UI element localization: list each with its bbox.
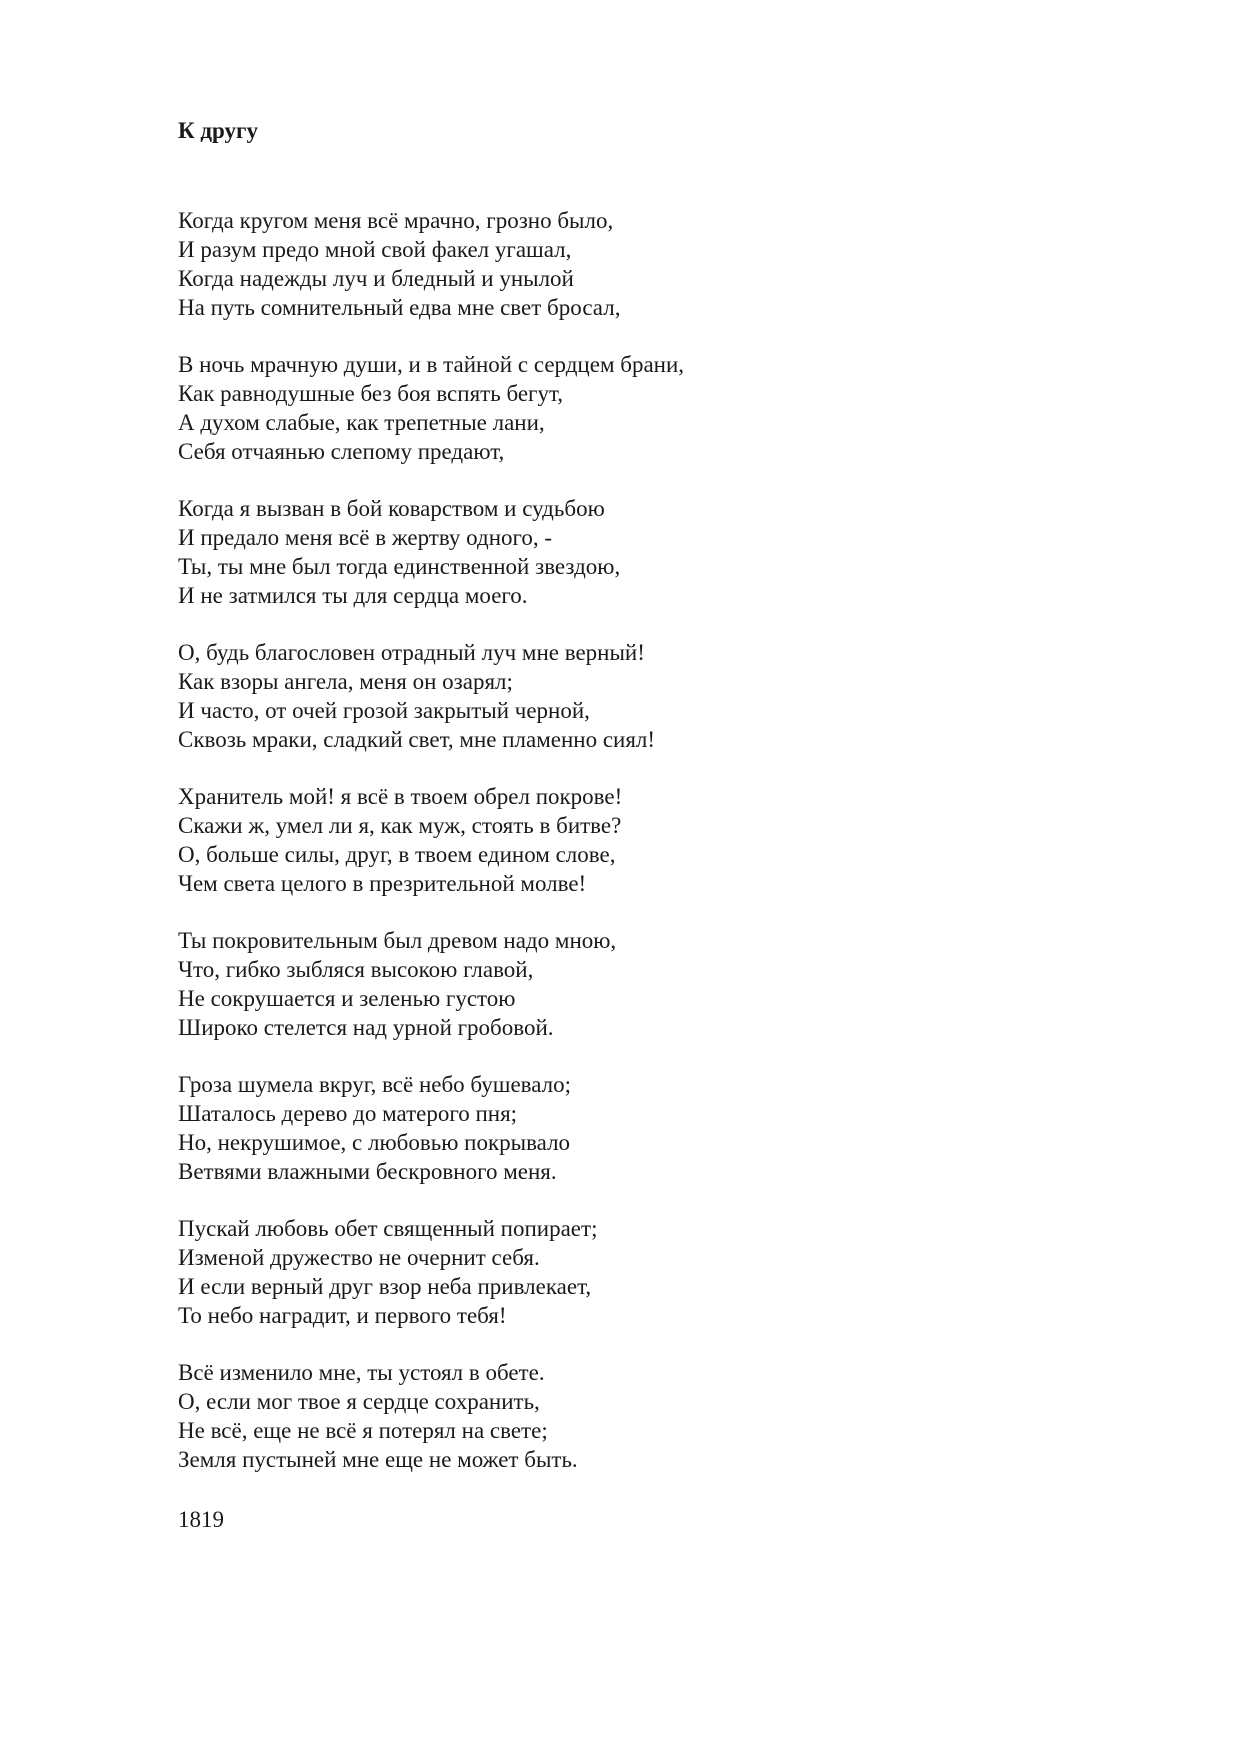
poem-line: Пускай любовь обет священный попирает; <box>178 1216 598 1241</box>
stanza <box>178 206 684 322</box>
poem-line: А духом слабые, как трепетные лани, <box>178 410 545 435</box>
poem-line: Скажи ж, умел ли я, как муж, стоять в битве? <box>178 813 622 838</box>
poem-line: О, будь благословен отрадный луч мне верный! <box>178 640 645 665</box>
poem-line: Сквозь мраки, сладкий свет, мне пламенно сиял! <box>178 727 656 752</box>
poem-line: О, если мог твое я сердце сохранить, <box>178 1389 540 1414</box>
poem-line: Гроза шумела вкруг, всё небо бушевало; <box>178 1072 572 1097</box>
poem-line: Себя отчаянью слепому предают, <box>178 439 505 464</box>
poem-title: К другу <box>178 118 258 143</box>
poem-line: Ветвями влажными бескровного меня. <box>178 1159 557 1184</box>
stanza <box>178 1214 684 1330</box>
poem-line: На путь сомнительный едва мне свет бросал, <box>178 295 621 320</box>
stanza <box>178 350 684 466</box>
poem-line: В ночь мрачную души, и в тайной с сердцем брани, <box>178 352 685 377</box>
poem-line: Не всё, еще не всё я потерял на свете; <box>178 1418 548 1443</box>
poem-line: Хранитель мой! я всё в твоем обрел покрове! <box>178 784 623 809</box>
poem-line: Не сокрушается и зеленью густою <box>178 986 516 1011</box>
poem-line: Всё изменило мне, ты устоял в обете. <box>178 1360 545 1385</box>
poem-line: И предало меня всё в жертву одного, - <box>178 525 553 550</box>
poem-line: Когда я вызван в бой коварством и судьбою <box>178 496 605 521</box>
poem-line: Чем света целого в презрительной молве! <box>178 871 587 896</box>
poem-line: Как взоры ангела, меня он озарял; <box>178 669 513 694</box>
poem-line: Как равнодушные без боя вспять бегут, <box>178 381 564 406</box>
stanza <box>178 1358 684 1474</box>
poem-line: И если верный друг взор неба привлекает, <box>178 1274 592 1299</box>
poem-line: И часто, от очей грозой закрытый черной, <box>178 698 590 723</box>
poem-line: Изменой дружество не очернит себя. <box>178 1245 540 1270</box>
poem-line: Когда кругом меня всё мрачно, грозно было, <box>178 208 614 233</box>
poem-line: Ты, ты мне был тогда единственной звездою, <box>178 554 621 579</box>
poem-line: И не затмился ты для сердца моего. <box>178 583 528 608</box>
poem-line: Широко стелется над урной гробовой. <box>178 1015 554 1040</box>
stanza <box>178 638 684 754</box>
poem-line: То небо наградит, и первого тебя! <box>178 1303 507 1328</box>
poem-line: И разум предо мной свой факел угашал, <box>178 237 572 262</box>
stanza <box>178 1070 684 1186</box>
poem-line: О, больше силы, друг, в твоем едином слове, <box>178 842 616 867</box>
poem-line: Шаталось дерево до матерого пня; <box>178 1101 518 1126</box>
poem-year: 1819 <box>178 1507 224 1532</box>
poem-body <box>178 206 684 1502</box>
stanza <box>178 926 684 1042</box>
poem-line: Что, гибко зыбляся высокою главой, <box>178 957 534 982</box>
poem-line: Ты покровительным был древом надо мною, <box>178 928 617 953</box>
poem-line: Но, некрушимое, с любовью покрывало <box>178 1130 571 1155</box>
stanza <box>178 494 684 610</box>
stanza <box>178 782 684 898</box>
poem-line: Когда надежды луч и бледный и унылой <box>178 266 574 291</box>
poem-line: Земля пустыней мне еще не может быть. <box>178 1447 578 1472</box>
